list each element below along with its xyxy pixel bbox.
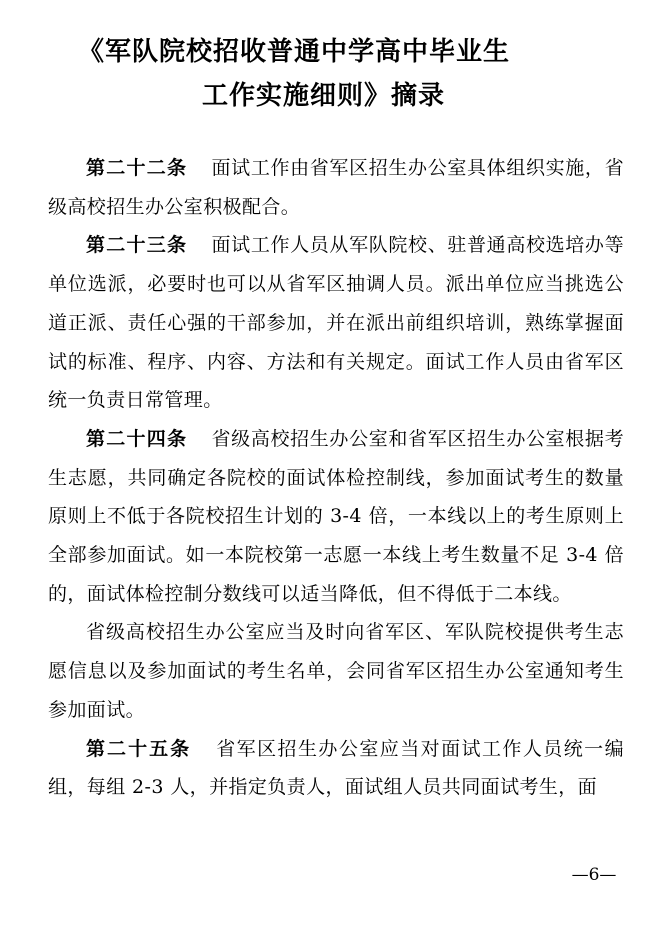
article-24-paragraph (48, 420, 624, 614)
article-text: 面试工作由省军区招生办公室具体组织实施，省级高校招生办公室积极配合。 (48, 157, 624, 218)
article-22-paragraph (48, 149, 624, 226)
article-text: 省级高校招生办公室和省军区招生办公室根据考生志愿，共同确定各院校的面试体检控制线，参加面试考生的数量原则上不低于各院校招生计划的 3-4 倍，一本线以上的考生原则上全部参加面试。如一本院校第一志愿一本线上考生数量不足 3-4 倍的，面试体检控制分数线可以适当降低，但不得低于二本线。 (48, 427, 624, 605)
article-number: 第二十三条 (86, 234, 188, 257)
document-body (48, 149, 624, 807)
title-line-2: 工作实施细则》摘录 (202, 81, 446, 111)
document-title (0, 30, 670, 118)
article-number: 第二十五条 (86, 737, 192, 760)
article-text: 面试工作人员从军队院校、驻普通高校选培办等单位选派，必要时也可以从省军区抽调人员。派出单位应当挑选公道正派、责任心强的干部参加，并在派出前组织培训，熟练掌握面试的标准、程序、内容、方法和有关规定。面试工作人员由省军区统一负责日常管理。 (48, 234, 624, 412)
article-text: 省级高校招生办公室应当及时向省军区、军队院校提供考生志愿信息以及参加面试的考生名单，会同省军区招生办公室通知考生参加面试。 (48, 621, 624, 721)
article-text: 省军区招生办公室应当对面试工作人员统一编组，每组 2-3 人，并指定负责人，面试组人员共同面试考生，面 (48, 737, 624, 799)
article-24-continuation-paragraph (48, 613, 624, 729)
page-number: —6— (571, 865, 617, 885)
title-line-1: 《军队院校招收普通中学高中毕业生 (78, 37, 511, 67)
article-number: 第二十二条 (86, 157, 188, 179)
article-25-paragraph (48, 730, 624, 807)
article-number: 第二十四条 (86, 427, 188, 450)
article-23-paragraph (48, 226, 624, 420)
